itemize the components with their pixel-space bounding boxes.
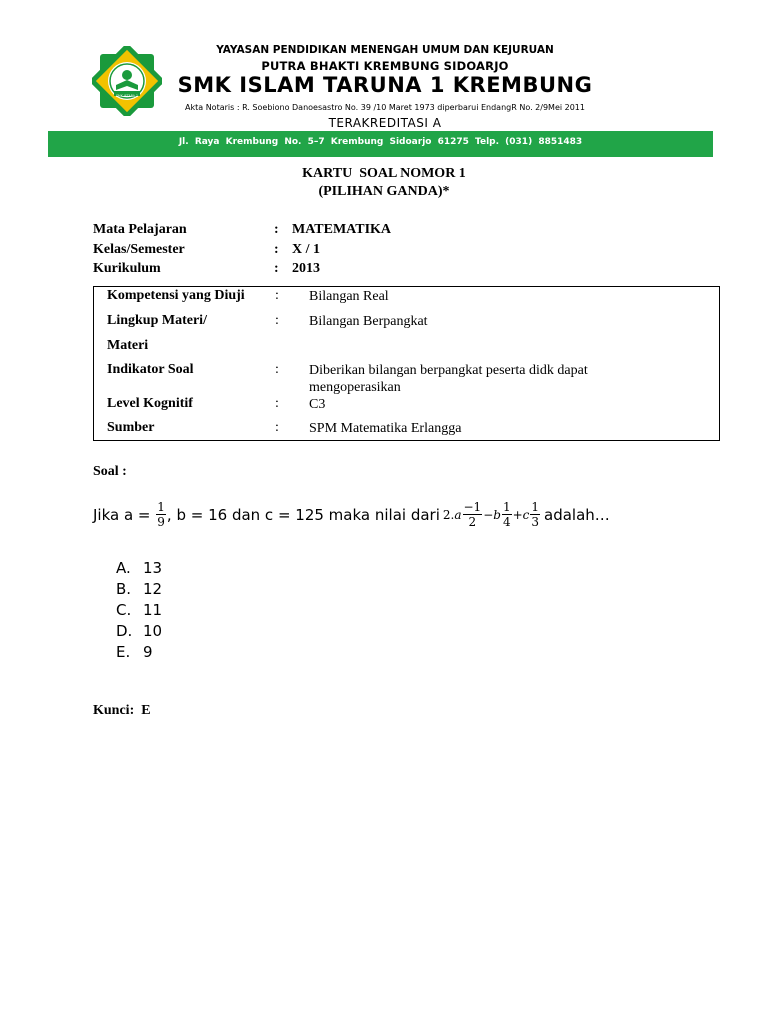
detail-colon: : xyxy=(275,362,279,377)
meta-colon: : xyxy=(274,261,279,276)
fraction-a xyxy=(156,500,166,529)
option-d xyxy=(116,621,162,642)
expr-var-c: c xyxy=(522,507,530,522)
detail-value: Bilangan Berpangkat xyxy=(309,314,428,329)
detail-label: Indikator Soal xyxy=(107,362,194,377)
meta-value: 2013 xyxy=(292,261,320,276)
fraction-numerator: 1 xyxy=(531,500,540,514)
card-title: KARTU SOAL NOMOR 1 xyxy=(302,166,466,181)
detail-label: Materi xyxy=(107,338,149,353)
meta-value: X / 1 xyxy=(292,242,320,257)
fraction-numerator: 1 xyxy=(157,500,165,514)
option-value: 9 xyxy=(143,643,153,661)
question-prefix: Jika a = xyxy=(93,505,156,524)
detail-colon: : xyxy=(275,288,279,303)
option-b xyxy=(116,579,162,600)
option-value: 13 xyxy=(143,559,163,577)
math-expression xyxy=(443,500,541,529)
meta-label: Mata Pelajaran xyxy=(93,222,187,237)
answer-key: Kunci: E xyxy=(93,703,151,718)
expr-var-b: b xyxy=(493,507,501,522)
meta-label: Kelas/Semester xyxy=(93,242,185,257)
question-middle: , b = 16 dan c = 125 maka nilai dari xyxy=(166,505,440,524)
meta-label: Kurikulum xyxy=(93,261,161,276)
option-value: 11 xyxy=(143,601,163,619)
school-name: SMK ISLAM TARUNA 1 KREMBUNG xyxy=(177,73,593,97)
exponent-3 xyxy=(530,500,540,529)
expr-op-plus: + xyxy=(512,507,523,522)
option-letter: C. xyxy=(116,601,132,619)
answer-options xyxy=(116,558,162,663)
fraction-denominator: 4 xyxy=(502,515,511,529)
exponent-1 xyxy=(463,500,483,529)
detail-label: Lingkup Materi/ xyxy=(107,313,207,328)
detail-label: Sumber xyxy=(107,420,155,435)
detail-value: C3 xyxy=(309,397,326,412)
option-letter: E. xyxy=(116,643,131,661)
option-letter: B. xyxy=(116,580,132,598)
fraction-numerator: −1 xyxy=(463,500,482,514)
detail-label: Kompetensi yang Diuji xyxy=(107,288,245,303)
detail-value: Diberikan bilangan berpangkat peserta didk dapat mengoperasikan xyxy=(309,363,588,395)
detail-colon: : xyxy=(275,420,279,435)
detail-value: Bilangan Real xyxy=(309,289,389,304)
detail-value: SPM Matematika Erlangga xyxy=(309,421,462,436)
option-letter: A. xyxy=(116,559,131,577)
detail-colon: : xyxy=(275,313,279,328)
address-bar: Jl. Raya Krembung No. 5–7 Krembung Sidoarjo 61275 Telp. (031) 8851483 xyxy=(48,131,713,157)
option-letter: D. xyxy=(116,622,133,640)
card-subtitle: (PILIHAN GANDA)* xyxy=(318,184,450,199)
expr-coefficient: 2. xyxy=(442,507,455,522)
option-e xyxy=(116,642,162,663)
fraction-denominator: 2 xyxy=(468,515,477,529)
details-box xyxy=(93,286,720,441)
school-logo xyxy=(92,46,162,116)
detail-label: Level Kognitif xyxy=(107,396,193,411)
foundation-subtitle: PUTRA BHAKTI KREMBUNG SIDOARJO xyxy=(261,59,509,73)
meta-colon: : xyxy=(274,222,279,237)
option-value: 10 xyxy=(143,622,163,640)
fraction-denominator: 9 xyxy=(157,515,165,529)
accreditation-text: TERAKREDITASI A xyxy=(328,116,442,130)
option-c xyxy=(116,600,162,621)
svg-text:SMK ISTARA 1: SMK ISTARA 1 xyxy=(115,94,139,98)
option-a xyxy=(116,558,162,579)
detail-colon: : xyxy=(275,396,279,411)
expr-var-a: a xyxy=(454,507,462,522)
meta-value: MATEMATIKA xyxy=(292,222,392,237)
notary-text: Akta Notaris : R. Soebiono Danoesastro No. 39 /10 Maret 1973 diperbarui EndangR No. 2/9Mei 2011 xyxy=(185,103,585,112)
expr-op-minus: − xyxy=(483,507,494,522)
fraction-numerator: 1 xyxy=(502,500,511,514)
question-text xyxy=(93,500,610,529)
question-suffix: adalah… xyxy=(544,505,610,524)
meta-colon: : xyxy=(274,242,279,257)
exponent-2 xyxy=(502,500,512,529)
foundation-name: YAYASAN PENDIDIKAN MENENGAH UMUM DAN KEJURUAN xyxy=(216,44,554,56)
soal-label: Soal : xyxy=(93,464,127,479)
option-value: 12 xyxy=(143,580,163,598)
fraction-denominator: 3 xyxy=(531,515,540,529)
